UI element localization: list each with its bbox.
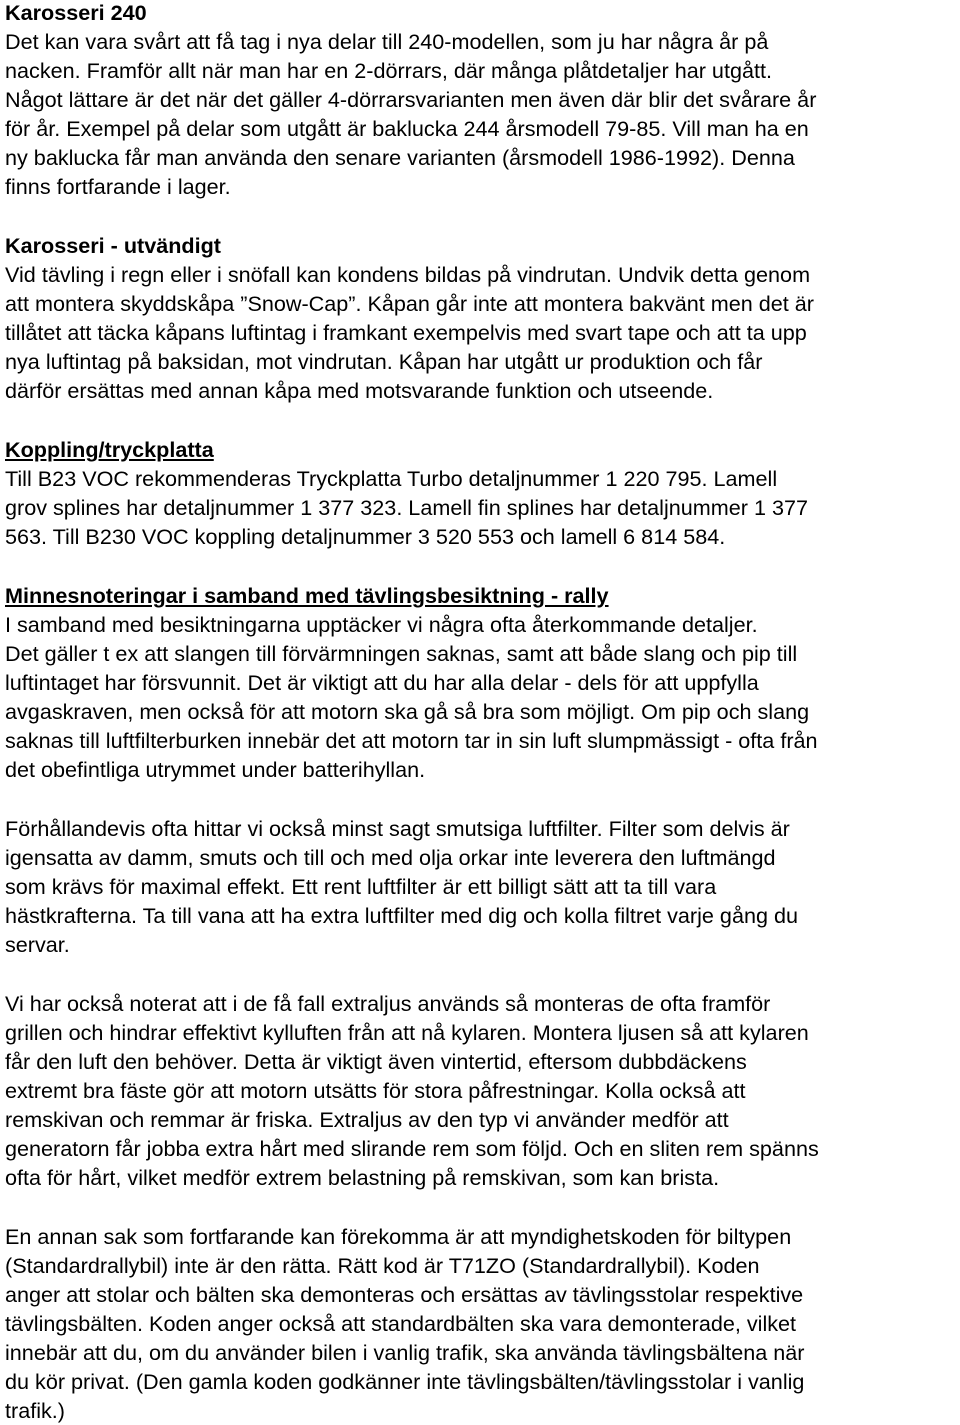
paragraph-line: innebär att du, om du använder bilen i vanlig trafik, ska använda tävlingsbältena när [5, 1340, 805, 1365]
section-heading: Karosseri 240 [5, 0, 147, 25]
paragraph-line: Det gäller t ex att slangen till förvärmningen saknas, samt att både slang och pip till [5, 641, 798, 666]
paragraph-line: generatorn får jobba extra hårt med slirande rem som följd. Och en sliten rem spänns [5, 1136, 819, 1161]
paragraph-line: servar. [5, 932, 70, 957]
paragraph-line: ofta för hårt, vilket medför extrem belastning på remskivan, som kan brista. [5, 1165, 720, 1190]
paragraph-line: nya luftintag på baksidan, mot vindrutan. Kåpan har utgått ur produktion och får [5, 349, 763, 374]
paragraph-line: 563. Till B230 VOC koppling detaljnummer 3 520 553 och lamell 6 814 584. [5, 524, 726, 549]
paragraph-line: avgaskraven, men också för att motorn ska gå så bra som möjligt. Om pip och slang [5, 699, 810, 724]
paragraph-line: Förhållandevis ofta hittar vi också minst sagt smutsiga luftfilter. Filter som delvis är [5, 816, 790, 841]
paragraph-line: grov splines har detaljnummer 1 377 323. Lamell fin splines har detaljnummer 1 377 [5, 495, 809, 520]
paragraph-line: tillåtet att täcka kåpans luftintag i framkant exempelvis med svart tape och att ta upp [5, 320, 807, 345]
paragraph-line: trafik.) [5, 1398, 65, 1423]
paragraph-line: finns fortfarande i lager. [5, 174, 231, 199]
paragraph-line: hästkrafterna. Ta till vana att ha extra luftfilter med dig och kolla filtret varje gång du [5, 903, 798, 928]
paragraph-line: det obefintliga utrymmet under batterihyllan. [5, 757, 426, 782]
paragraph-line: igensatta av damm, smuts och till och med olja orkar inte leverera den luftmängd [5, 845, 776, 870]
section-heading: Koppling/tryckplatta [5, 437, 214, 462]
paragraph-line: får den luft den behöver. Detta är viktigt även vintertid, eftersom dubbdäckens [5, 1049, 747, 1074]
paragraph-line: extremt bra fäste gör att motorn utsätts för stora påfrestningar. Kolla också att [5, 1078, 746, 1103]
paragraph-line: du kör privat. (Den gamla koden godkänner inte tävlingsbälten/tävlingsstolar i vanlig [5, 1369, 805, 1394]
paragraph-line: för år. Exempel på delar som utgått är baklucka 244 årsmodell 79-85. Vill man ha en [5, 116, 809, 141]
paragraph-line: därför ersättas med annan kåpa med motsvarande funktion och utseende. [5, 378, 714, 403]
paragraph-line: remskivan och remmar är friska. Extraljus av den typ vi använder medför att [5, 1107, 729, 1132]
paragraph-line: (Standardrallybil) inte är den rätta. Rätt kod är T71ZO (Standardrallybil). Koden [5, 1253, 760, 1278]
paragraph-line: ny baklucka får man använda den senare varianten (årsmodell 1986-1992). Denna [5, 145, 795, 170]
paragraph-line: I samband med besiktningarna upptäcker vi några ofta återkommande detaljer. [5, 612, 758, 637]
paragraph-line: En annan sak som fortfarande kan förekomma är att myndighetskoden för biltypen [5, 1224, 792, 1249]
paragraph-line: Vid tävling i regn eller i snöfall kan kondens bildas på vindrutan. Undvik detta genom [5, 262, 811, 287]
paragraph-line: saknas till luftfilterburken innebär det att motorn tar in sin luft slumpmässigt - ofta från [5, 728, 818, 753]
paragraph-line: anger att stolar och bälten ska demonteras och ersättas av tävlingsstolar respektive [5, 1282, 804, 1307]
section-heading: Minnesnoteringar i samband med tävlingsbesiktning - rally [5, 583, 609, 608]
paragraph-line: Till B23 VOC rekommenderas Tryckplatta Turbo detaljnummer 1 220 795. Lamell [5, 466, 778, 491]
paragraph-line: Vi har också noterat att i de få fall extraljus används så monteras de ofta framför [5, 991, 771, 1016]
paragraph-line: Det kan vara svårt att få tag i nya delar till 240-modellen, som ju har några år på [5, 29, 769, 54]
paragraph-line: luftintaget har försvunnit. Det är viktigt att du har alla delar - dels för att uppfylla [5, 670, 759, 695]
section-heading: Karosseri - utvändigt [5, 233, 221, 258]
paragraph-line: grillen och hindrar effektivt kylluften från att nå kylaren. Montera ljusen så att kylaren [5, 1020, 809, 1045]
paragraph-line: nacken. Framför allt när man har en 2-dörrars, där många plåtdetaljer har utgått. [5, 58, 772, 83]
paragraph-line: att montera skyddskåpa ”Snow-Cap”. Kåpan går inte att montera bakvänt men det är [5, 291, 814, 316]
paragraph-line: tävlingsbälten. Koden anger också att standardbälten ska vara demonterade, vilket [5, 1311, 797, 1336]
paragraph-line: som krävs för maximal effekt. Ett rent luftfilter är ett billigt sätt att ta till vara [5, 874, 717, 899]
paragraph-line: Något lättare är det när det gäller 4-dörrarsvarianten men även där blir det svårare år [5, 87, 817, 112]
